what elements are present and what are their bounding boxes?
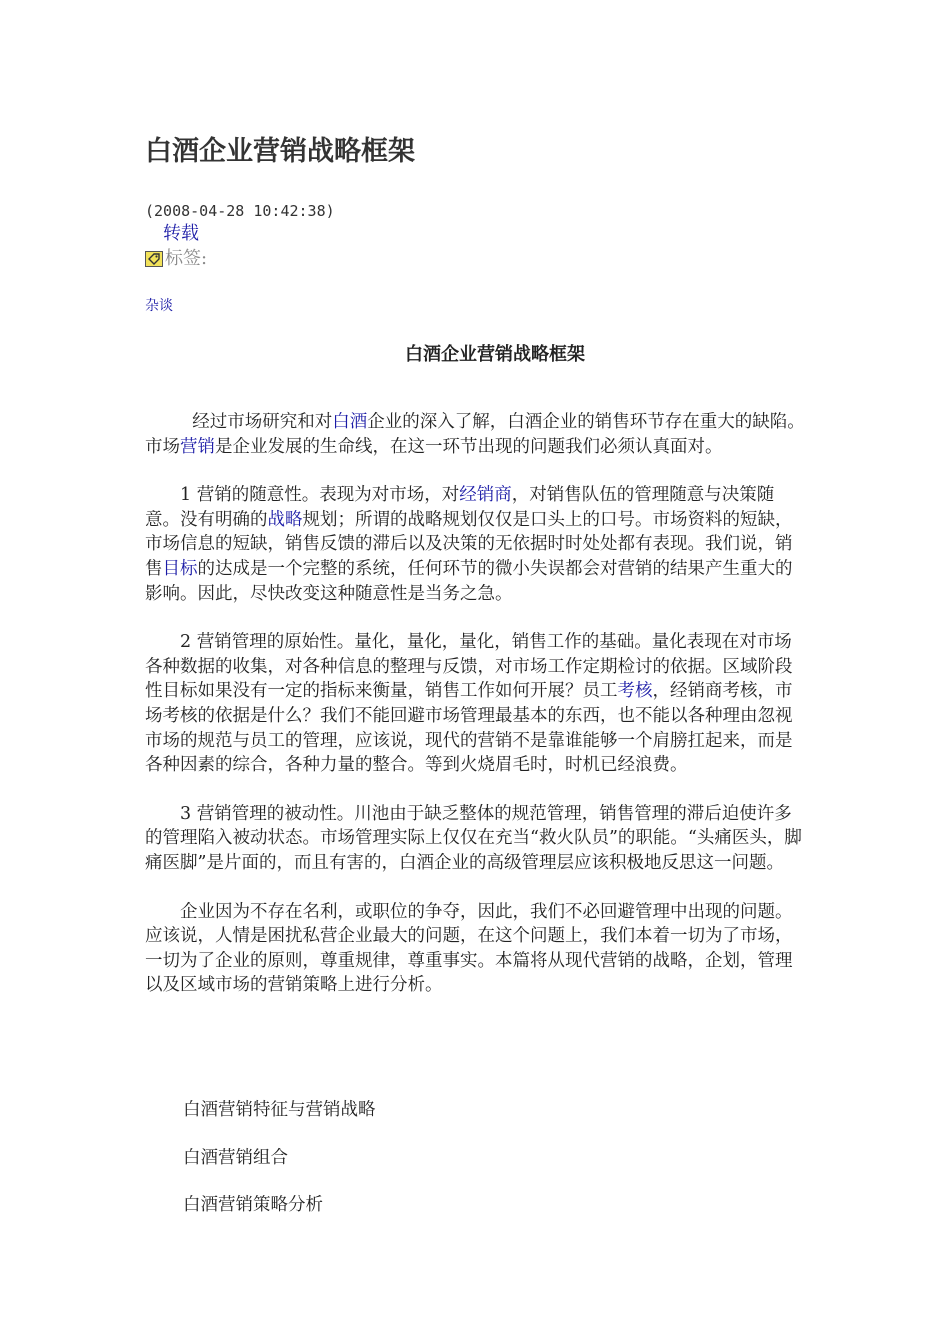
link-kaohe[interactable]: 考核 (617, 681, 653, 702)
paragraph-point-1: 1 营销的随意性。表现为对市场，对经销商，对销售队伍的管理随意与决策随意。没有明确的战略规划；所谓的战略规划仅仅是口头上的口号。市场资料的短缺，市场信息的短缺，销售反馈的滞后以及决策的无依据时时处处都有表现。我们说，销售目标的达成是一个完整的系统，任何环节的微小失误都会对营销的结果产生重大的影响。因此，尽快改变这种随意性是当务之急。 (145, 485, 793, 604)
article-heading: 白酒企业营销战略框架 (405, 344, 585, 365)
paragraph-intro: 经过市场研究和对白酒企业的深入了解，白酒企业的销售环节存在重大的缺陷。市场营销是企业发展的生命线，在这一环节出现的问题我们必须认真面对。 (145, 412, 805, 457)
paragraph-point-3: 3 营销管理的被动性。川池由于缺乏整体的规范管理，销售管理的滞后迫使许多的管理陷入被动状态。市场管理实际上仅仅在充当“救火队员”的职能。“头痛医头，脚痛医脚”是片面的，而且有害的，白酒企业的高级管理层应该积极地反思这一问题。 (145, 803, 802, 873)
paragraph-conclusion: 企业因为不存在名利，或职位的争夺，因此，我们不必回避管理中出现的问题。应该说，人情是困扰私营企业最大的问题，在这个问题上，我们本着一切为了市场，一切为了企业的原则，尊重规律，尊重事实。本篇将从现代营销的战略，企划，管理以及区域市场的营销策略上进行分析。 (145, 901, 793, 996)
repost-link[interactable]: 转载 (163, 223, 199, 244)
link-yingxiao[interactable]: 营销 (180, 436, 215, 457)
post-date: (2008-04-28 10:42:38) (145, 202, 335, 220)
section-title-3: 白酒营销策略分析 (183, 1195, 323, 1215)
link-baijiu[interactable]: 白酒 (332, 412, 368, 432)
section-title-2: 白酒营销组合 (183, 1148, 288, 1168)
link-zhanlue[interactable]: 战略 (267, 509, 303, 530)
link-mubiao[interactable]: 目标 (162, 558, 198, 579)
tags-row (145, 247, 207, 271)
tag-icon (145, 251, 163, 267)
article-body (145, 410, 805, 1022)
tags-label: 标签: (165, 248, 208, 269)
paragraph-point-2: 2 营销管理的原始性。量化，量化，量化，销售工作的基础。量化表现在对市场各种数据的收集，对各种信息的整理与反馈，对市场工作定期检讨的依据。区域阶段性目标如果没有一定的指标来衡量，销售工作如何开展？员工考核，经销商考核，市场考核的依据是什么？我们不能回避市场管理最基本的东西，也不能以各种理由忽视市场的规范与员工的管理，应该说，现代的营销不是靠谁能够一个肩膀扛起来，而是各种因素的综合，各种力量的整合。等到火烧眉毛时，时机已经浪费。 (145, 632, 793, 776)
tag-link-zatan[interactable]: 杂谈 (145, 298, 173, 314)
section-title-1: 白酒营销特征与营销战略 (183, 1100, 376, 1120)
page-title: 白酒企业营销战略框架 (145, 136, 415, 167)
link-jingxiaoshang[interactable]: 经销商 (459, 485, 512, 506)
